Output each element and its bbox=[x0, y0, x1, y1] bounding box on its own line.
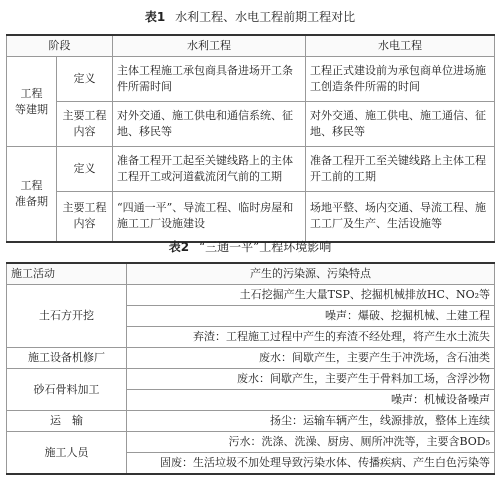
table2-header-activity: 施工活动 bbox=[7, 263, 127, 285]
table2 bbox=[6, 262, 495, 475]
table2-item: 土石挖掘产生大量TSP、挖掘机械排放HC、NO₂等 bbox=[127, 285, 495, 306]
table1-caption-number: 表1 bbox=[144, 10, 166, 24]
table1-cell: 对外交通、施工供电和通信系统、征地、移民等 bbox=[113, 102, 306, 147]
table1-cell: 工程正式建设前为承包商单位进场施工创造条件所需的时间 bbox=[306, 57, 495, 102]
table2-activity: 运 输 bbox=[7, 411, 127, 432]
table1-header-water: 水利工程 bbox=[113, 35, 306, 57]
table2-activity: 施工人员 bbox=[7, 432, 127, 475]
table2-item: 固废：生活垃圾不加处理导致污染水体、传播疾病、产生白色污染等 bbox=[127, 453, 495, 475]
table1-caption-text: 水利工程、水电工程前期工程对比 bbox=[175, 10, 356, 24]
table2-activity: 土石方开挖 bbox=[7, 285, 127, 348]
table1-cell: “四通一平”、导流工程、临时房屋和施工工厂设施建设 bbox=[113, 192, 306, 242]
table2-item: 噪声：机械设备噪声 bbox=[127, 390, 495, 411]
table1-stage-label: 工程 等建期 bbox=[7, 57, 57, 147]
table2-caption bbox=[0, 238, 500, 255]
table2-item: 弃渣：工程施工过程中产生的弃渣不经处理，将产生水土流失 bbox=[127, 327, 495, 348]
table1-header-stage: 阶段 bbox=[7, 35, 113, 57]
table2-item: 废水：间歇产生，主要产生于骨料加工场，含浮沙物 bbox=[127, 369, 495, 390]
table1-stage-label: 工程 准备期 bbox=[7, 147, 57, 242]
table2-item: 废水：间歇产生，主要产生于冲洗场，含石油类 bbox=[127, 348, 495, 369]
table1-cell: 准备工程开工起至关键线路上的主体工程开工或河道截流闭气前的工期 bbox=[113, 147, 306, 192]
table1-cell: 对外交通、施工供电、施工通信、征地、移民等 bbox=[306, 102, 495, 147]
table2-activity: 施工设备机修厂 bbox=[7, 348, 127, 369]
table2-activity: 砂石骨料加工 bbox=[7, 369, 127, 411]
table2-header-pollution: 产生的污染源、污染特点 bbox=[127, 263, 495, 285]
table1-sub-label: 定义 bbox=[57, 57, 113, 102]
table1-sub-label: 主要工程内容 bbox=[57, 102, 113, 147]
table1-header-hydro: 水电工程 bbox=[306, 35, 495, 57]
table1 bbox=[6, 34, 495, 243]
table2-item: 噪声：爆破、挖掘机械、土建工程 bbox=[127, 306, 495, 327]
table2-item: 污水：洗涤、洗澡、厨房、厕所冲洗等，主要含BOD₅ bbox=[127, 432, 495, 453]
table1-sub-label: 定义 bbox=[57, 147, 113, 192]
table1-caption bbox=[0, 8, 500, 25]
table2-caption-text: “三通一平”工程环境影响 bbox=[198, 240, 332, 254]
table1-cell: 场地平整、场内交通、导流工程、施工工厂及生产、生活设施等 bbox=[306, 192, 495, 242]
table1-cell: 主体工程施工承包商具备进场开工条件所需时间 bbox=[113, 57, 306, 102]
table2-caption-number: 表2 bbox=[168, 240, 190, 254]
table2-item: 扬尘：运输车辆产生，线源排放，整体上连续 bbox=[127, 411, 495, 432]
table1-cell: 准备工程开工至关键线路上主体工程开工前的工期 bbox=[306, 147, 495, 192]
table1-sub-label: 主要工程内容 bbox=[57, 192, 113, 242]
